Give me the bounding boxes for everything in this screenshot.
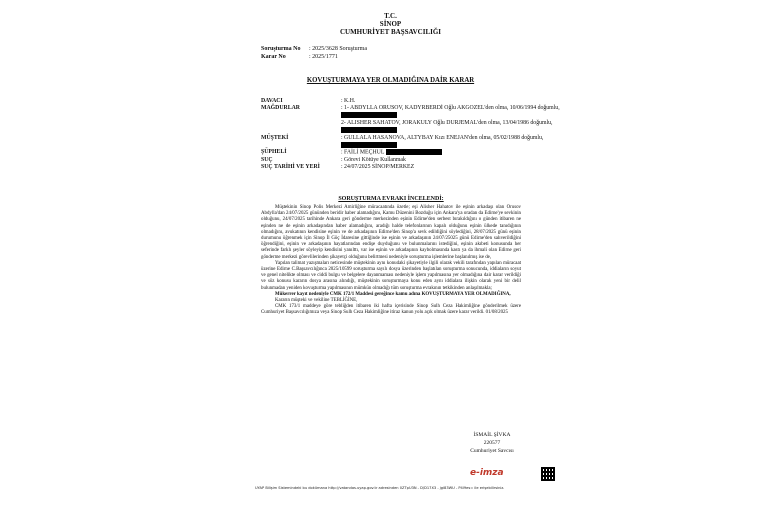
qr-code-icon: [541, 467, 555, 481]
party-row: [261, 149, 561, 157]
party-label: SUÇ TARİHİ VE YERİ: [261, 164, 320, 171]
party-value: : 24/07/2025 SİNOP/MERKEZ: [341, 164, 415, 171]
party-row: [261, 120, 561, 135]
party-value: : 1- ABDYLLA ORUSOV, KADYRBERDİ Oğlu AKGOZEL'den olma, 10/06/1994 doğumlu,: [341, 105, 560, 112]
parties-section: [261, 98, 561, 171]
signature-title: Cumhuriyet Savcısı: [470, 448, 514, 454]
redaction-block: [341, 142, 397, 148]
redaction-block: [341, 127, 397, 133]
party-value: : Görevi Kötüye Kullanmak: [341, 156, 406, 163]
party-value: : K.H.: [341, 98, 356, 104]
meta-row: [261, 46, 367, 54]
party-label: MAĞDURLAR: [261, 105, 300, 112]
party-value: 2- ALISHER SAHATOV, JORAKULY Oğlu DURJEMAL'den olma, 13/04/1986 doğumlu,: [341, 119, 553, 126]
party-value: : GULLALA HASANOVA, ALTYBAY Kızı ENEJAN'den olma, 05/02/1988 doğumlu,: [341, 134, 544, 141]
meta-label: Soruşturma No: [261, 46, 301, 52]
e-signature-stamp: e-imza: [470, 468, 504, 478]
party-label: SUÇ: [261, 156, 273, 163]
party-row: [261, 135, 561, 150]
paragraph: CMK 173/1 maddeye göre tebliğden itibaren iki hafta içerisinde Sinop Sulh Ceza Hakimliğine gönderilmek üzere Cumhuriyet Başsavcılığımıza veya Sinop Sulh Ceza Hakimliğine itiraz kanun yolu açık olmak üzere karar verildi. 01/08/2025: [261, 304, 521, 316]
meta-value: : 2025/1771: [309, 54, 338, 60]
signature-name: İSMAİL ŞİVKA: [473, 432, 511, 438]
decision-title: KOVUŞTURMAYA YER OLMADIĞINA DAİR KARAR: [306, 77, 475, 84]
meta-label: Karar No: [261, 54, 286, 60]
signature-number: 220577: [483, 440, 501, 446]
party-label: MÜŞTEKİ: [261, 134, 289, 141]
header-line-1: T.C.: [384, 12, 397, 20]
paragraph: Kararın müşteki ve vekiline TEBLİĞİNE,: [275, 298, 358, 304]
meta-row: [261, 54, 338, 62]
party-label: ŞÜPHELİ: [261, 149, 287, 156]
header-line-2: SİNOP: [379, 20, 402, 28]
party-label: [261, 120, 341, 135]
paragraph: Yapılan talimat yazışmaları neticesinde müştekinin aynı konudaki şikayetiyle ilgili olarak vekili tarafından yapılan müracaat üzerine Edirne C.Başsavcılığınca 2025/10599 soruşturma sayılı dosya üzerinden başlatılan soruşturma sonucunda, iddiaların soyut ve genel nitelikte olması ve ciddi bulgu ve belgelere dayanmaması nedeniyle işlem yapılmasına yer olmadığına dair karar verildiği ve söz konusu kararın dosya arasına alındığı, müştekinin soruşturmaya konu eden aynı iddialara ilişkin olarak yeni bir delil bulunmadan yeniden kovuşturma yapılmasının mümkün olmadığı tüm soruşturma evrakının tetkikinden anlaşılmakla;: [261, 260, 521, 291]
paragraph: Müştekinin Sinop Polis Merkezi Amirliğine müracaatında özetle; eşi Alisher Hahatov ile eşinin arkadaşı olan Orusov Abdylla'dan 24/07/2025 gününden beridir haber alamadığını, Kamu Düzenini Bozduğu için Ankara'ya oradan da Edirne'ye sevkinin olduğunu, 24/07/2025 tarihinde Ankara geri gönderme merkezinden eşinin Edirne'den serbest bırakıldığını o günden itibaren ne eşinden ne de eşinin arkadaşından haber alamadığını, aradığı halde telefonlarının kapalı olduğunu eşinin ülkede tanıdığının olmadığını, avukatının kendisine eşinin ve de arkadaşının Edirne'den Sinop'a sevk edildiğini söylediğini, 28/07/2025 günü eşinin durumunu öğrenmek için Sinop İl Göç İdaresine gittiğinde ise eşinin ve arkadaşının 24/07/25025 günü Edirne'den salıverildiğini öğrendiğini, eşinin ve arkadaşının hayatlarından endişe duyduğunu ve bulunmalarını istediğini, eşinin akıbeti konusunda her seferinde farklı şeyler söyleyip kendisini yanılttı, var ise eşinin ve arkadaşının kaybolmasında kastı ya da ihmali olan Edirne geri gönderme merkezi görevlilerinden şikayetçi olduğunu belirtmesi nedeniyle soruşturma işlemlerine başlanılmış ise de,: [261, 205, 521, 260]
party-label: DAVACI: [261, 98, 283, 104]
party-row: [261, 164, 561, 171]
meta-value: : 2025/3628 Soruşturma: [309, 46, 367, 52]
paragraph: Mükerrer kayıt nedeniyle CMK 172/1 Maddesi gereğince kamu adına KOVUŞTURMAYA YER OLMADIĞINA,: [275, 291, 511, 297]
party-value: : FAİLİ MEÇHUL: [341, 149, 385, 156]
header-line-3: CUMHURİYET BAŞSAVCILIĞI: [339, 28, 442, 36]
party-row: [261, 105, 561, 120]
redaction-block: [341, 112, 397, 118]
body-text: [261, 205, 521, 317]
section-title: SORUŞTURMA EVRAKI İNCELENDİ:: [338, 196, 444, 202]
redaction-block: [386, 149, 442, 155]
footer-verification: UYAP Bilişim Sistemindeki bu dokümana http://vatandas.uyap.gov.tr adresinden 0ZTpU3N - D/D17X3 - jgi83WU - P4l9es= ile erişebilirsiniz.: [255, 486, 505, 490]
